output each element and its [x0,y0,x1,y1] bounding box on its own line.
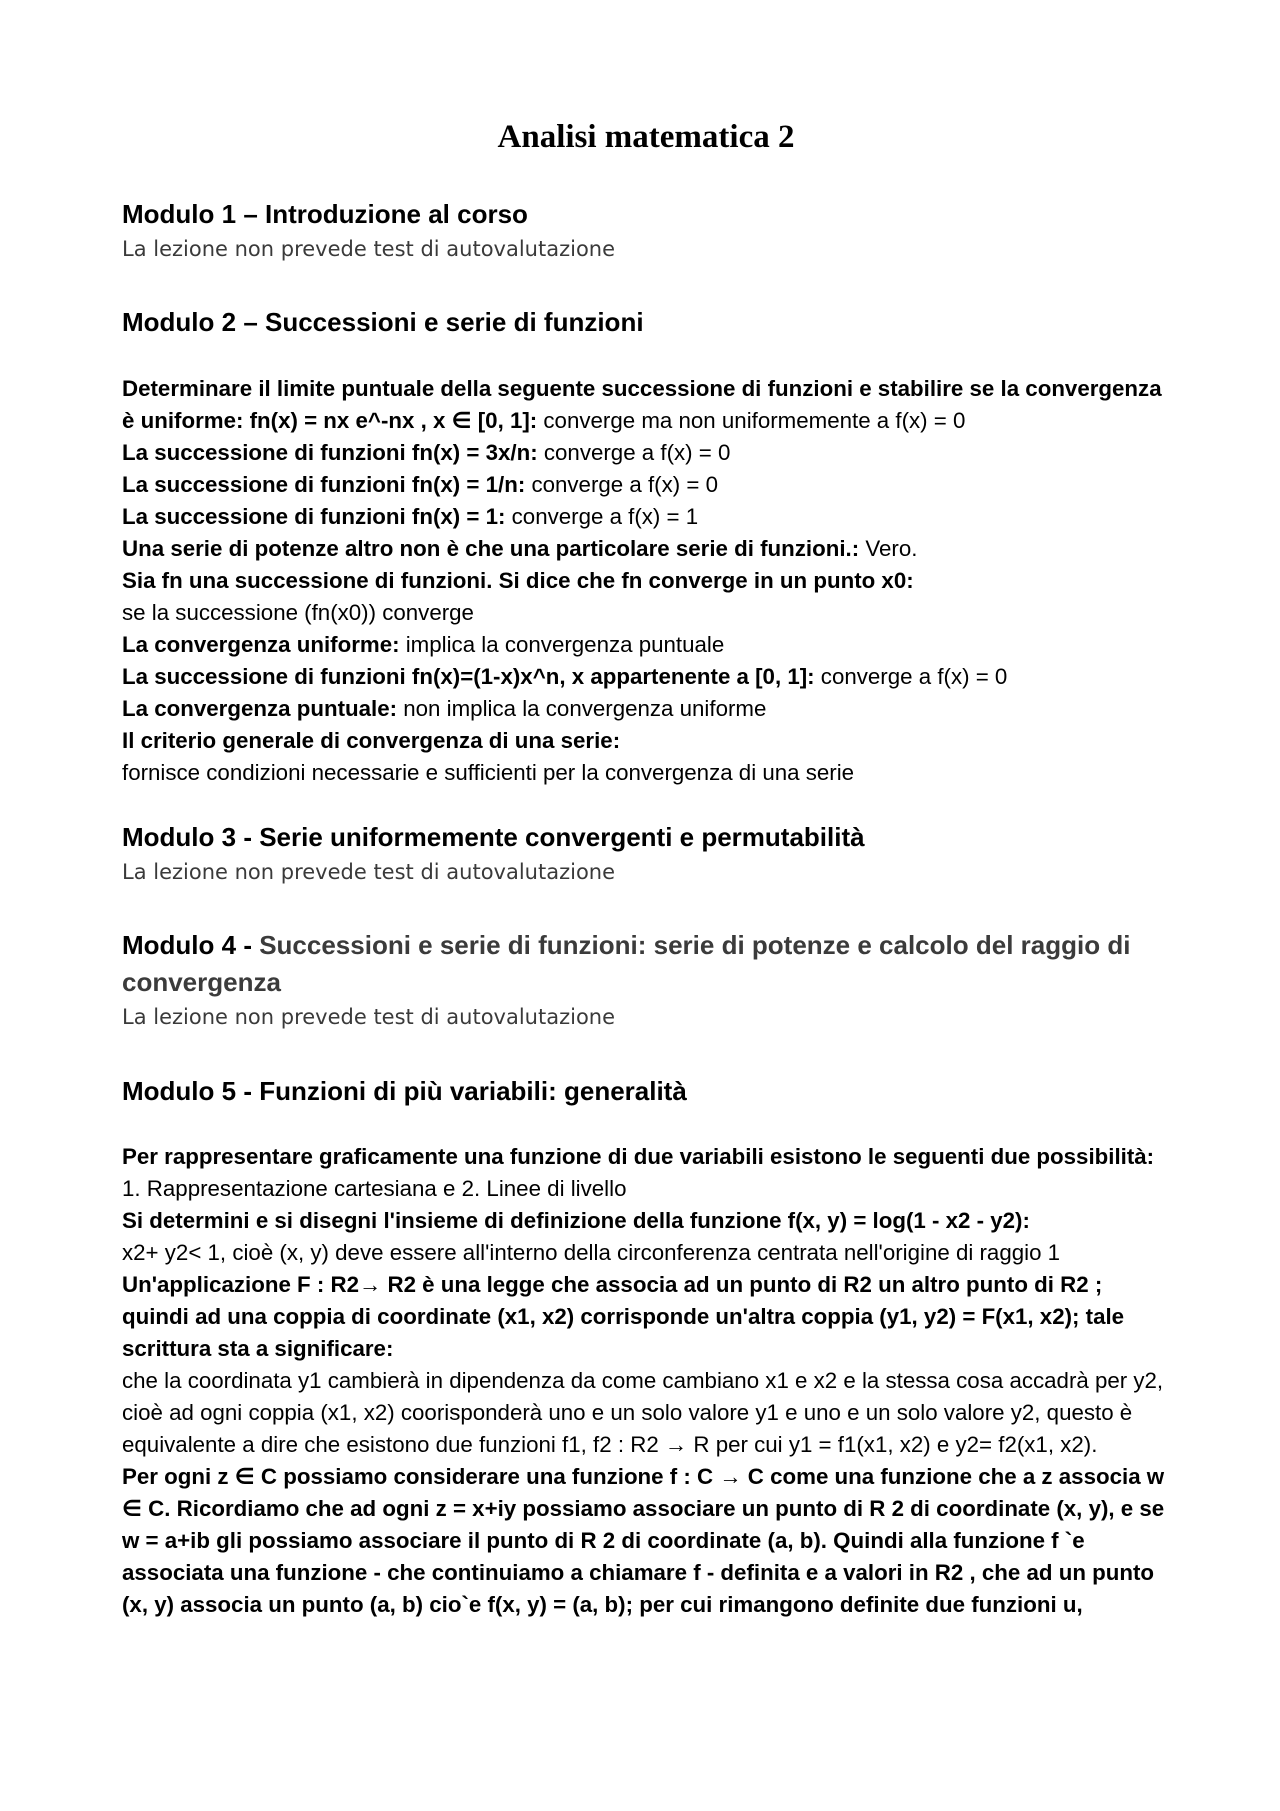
qa-answer: se la successione (fn(x0)) converge [122,599,474,625]
qa-question: Si determini e si disegni l'insieme di definizione della funzione f(x, y) = log(1 - x2 - y2): [122,1208,1030,1234]
qa-item: La successione di funzioni fn(x) = 3x/n: converge a f(x) = 0 [122,439,731,465]
module-2-heading: Modulo 2 – Successioni e serie di funzioni [122,307,644,338]
qa-item: La convergenza puntuale: non implica la convergenza uniforme [122,695,767,721]
qa-answer: fornisce condizioni necessarie e sufficienti per la convergenza di una serie [122,759,855,785]
qa-answer: 1. Rappresentazione cartesiana e 2. Linee di livello [122,1176,627,1202]
module-4-note: La lezione non prevede test di autovalutazione [122,1005,616,1030]
qa-answer: x2+ y2< 1, cioè (x, y) deve essere all'interno della circonferenza centrata nell'origine di raggio 1 [122,1240,1061,1265]
qa-question: Per rappresentare graficamente una funzione di due variabili esistono le seguenti due possibilità: [122,1144,1155,1170]
module-4-heading: Modulo 4 - Successioni e serie di funzioni: serie di potenze e calcolo del raggio di convergenza [122,930,1131,997]
module-5-qa [122,1141,1170,1621]
qa-answer: che la coordinata y1 cambierà in dipendenza da come cambiano x1 e x2 e la stessa cosa accadrà per y2, cioè ad ogni coppia (x1, x2) coorisponderà uno e un solo valore y1 e uno e un solo valore y2, questo è equivalente a dire che esistono due funzioni f1, f2 : R2 → R per cui y1 = f1(x1, x2) e y2= f2(x1, x2). [122,1367,1164,1457]
module-3-note: La lezione non prevede test di autovalutazione [122,860,616,884]
qa-item: Determinare il limite puntuale della seguente successione di funzioni e stabilire se la convergenza è uniforme: fn(x) = nx e^-nx , x ∈ [0, 1]: converge ma non uniformemente a f(x) = 0 [122,375,1162,433]
module-1-note: La lezione non prevede test di autovalutazione [122,236,616,261]
qa-item: La successione di funzioni fn(x) = 1/n: converge a f(x) = 0 [122,471,718,497]
module-3-heading: Modulo 3 - Serie uniformemente convergenti e permutabilità [122,821,865,852]
qa-item: La convergenza uniforme: implica la convergenza puntuale [122,631,725,657]
qa-question: Un'applicazione F : R2→ R2 è una legge che associa ad un punto di R2 un altro punto di R2 ; quindi ad una coppia di coordinate (x1, x2) corrisponde un'altra coppia (y1, y2) = F(x1, x2); tale scrittura sta a significare: [122,1271,1125,1361]
qa-question: Il criterio generale di convergenza di una serie: [122,727,621,753]
qa-item: La successione di funzioni fn(x)=(1-x)x^n, x appartenente a [0, 1]: converge a f(x) = 0 [122,663,1008,689]
document-title: Analisi matematica 2 [497,119,795,155]
module-2-qa [122,373,1170,789]
qa-item: Una serie di potenze altro non è che una particolare serie di funzioni.: Vero. [122,535,918,561]
module-5-heading: Modulo 5 - Funzioni di più variabili: generalità [122,1075,687,1106]
qa-item: La successione di funzioni fn(x) = 1: converge a f(x) = 1 [122,503,699,529]
qa-question: Sia fn una successione di funzioni. Si dice che fn converge in un punto x0: [122,567,914,593]
qa-question: Per ogni z ∈ C possiamo considerare una funzione f : C → C come una funzione che a z associa w ∈ C. Ricordiamo che ad ogni z = x+iy possiamo associare un punto di R 2 di coordinate (x, y), e se w = a+ib gli possiamo associare il punto di R 2 di coordinate (a, b). Quindi alla funzione f `e associata una funzione - che continuiamo a chiamare f - definita e a valori in R2 , che ad un punto (x, y) associa un punto (a, b) cio`e f(x, y) = (a, b); per cui rimangono definite due funzioni u, [122,1463,1165,1617]
module-1-heading: Modulo 1 – Introduzione al corso [122,198,528,229]
